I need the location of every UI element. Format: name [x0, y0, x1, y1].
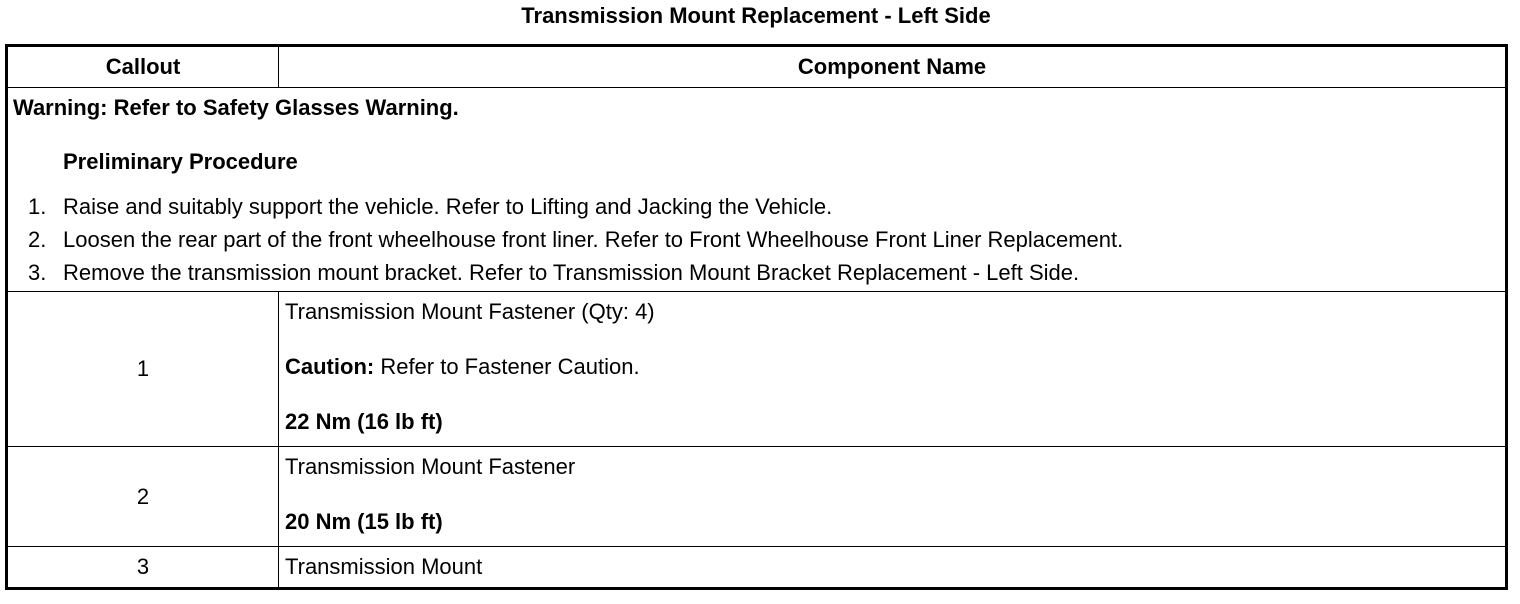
preliminary-step	[8, 256, 1505, 289]
preliminary-steps	[8, 190, 1505, 291]
caution-label: Caution:	[285, 354, 375, 379]
component-name: Transmission Mount Fastener	[285, 454, 576, 479]
preliminary-heading: Preliminary Procedure	[63, 149, 298, 174]
torque-spec: 20 Nm (15 lb ft)	[285, 509, 443, 534]
torque-spec: 22 Nm (16 lb ft)	[285, 409, 443, 434]
header-callout: Callout	[7, 46, 279, 88]
component-name: Transmission Mount Fastener (Qty: 4)	[285, 299, 655, 324]
callout-number: 1	[7, 292, 279, 447]
table-row	[7, 547, 1507, 589]
component-cell	[279, 447, 1507, 547]
table-row	[7, 447, 1507, 547]
preliminary-row	[7, 88, 1507, 292]
preliminary-step	[8, 190, 1505, 223]
caution-text: Refer to Fastener Caution.	[374, 354, 640, 379]
table-header-row	[7, 46, 1507, 88]
step-number: 2.	[28, 227, 47, 252]
component-name: Transmission Mount	[279, 547, 1507, 589]
page-title: Transmission Mount Replacement - Left Side	[521, 3, 991, 28]
step-number: 3.	[28, 260, 47, 285]
component-cell	[279, 292, 1507, 447]
step-number: 1.	[28, 194, 47, 219]
caution-note	[285, 347, 1505, 402]
step-text: Loosen the rear part of the front wheelhouse front liner. Refer to Front Wheelhouse Front Liner Replacement.	[63, 227, 1124, 252]
safety-warning: Warning: Refer to Safety Glasses Warning.	[13, 95, 459, 120]
step-text: Raise and suitably support the vehicle. Refer to Lifting and Jacking the Vehicle.	[63, 194, 833, 219]
callout-number: 3	[7, 547, 279, 589]
table-row	[7, 292, 1507, 447]
header-component-name: Component Name	[279, 46, 1507, 88]
preliminary-step	[8, 223, 1505, 256]
callout-number: 2	[7, 447, 279, 547]
step-text: Remove the transmission mount bracket. Refer to Transmission Mount Bracket Replacement - Left Side.	[63, 260, 1080, 285]
procedure-table	[5, 44, 1508, 590]
preliminary-cell	[7, 88, 1507, 292]
